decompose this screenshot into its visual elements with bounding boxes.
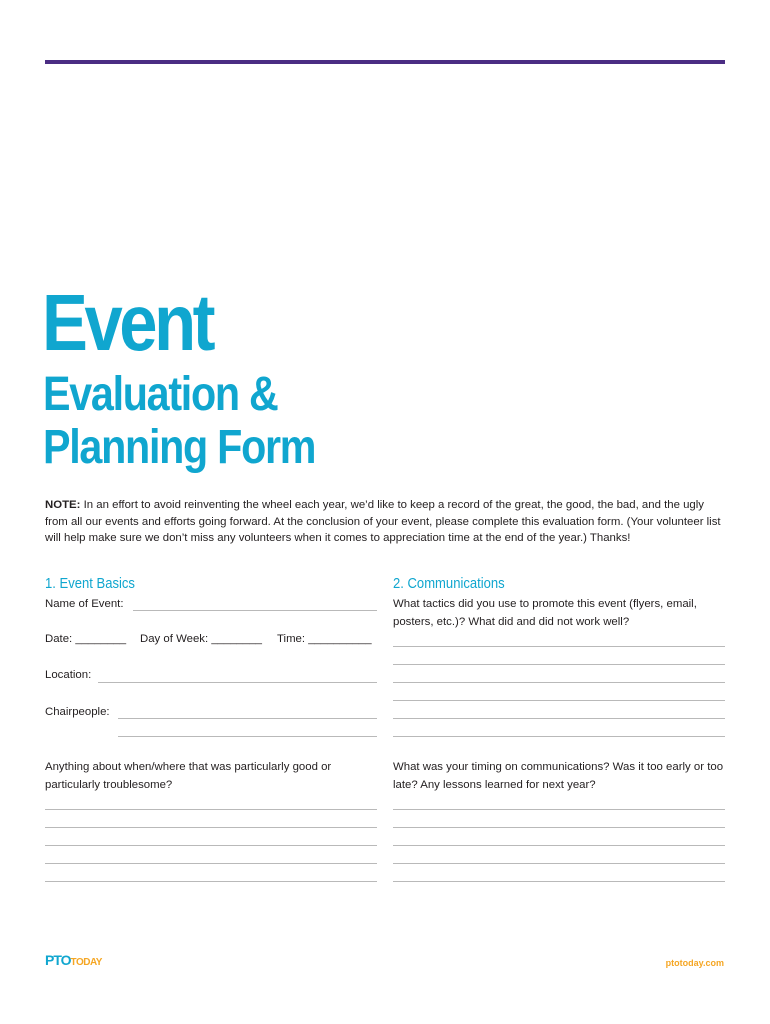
top-rule [45, 60, 725, 64]
note-label: NOTE: [45, 499, 81, 511]
answer-line[interactable] [393, 646, 725, 647]
time-field[interactable]: Time: __________ [277, 633, 372, 645]
location-label: Location: [45, 669, 92, 681]
chairpeople-field-2[interactable] [118, 736, 377, 737]
title-planning-form: Planning Form [43, 421, 316, 474]
answer-line[interactable] [45, 881, 377, 882]
answer-line[interactable] [393, 809, 725, 810]
date-field[interactable]: Date: ________ [45, 633, 127, 645]
logo-today: TODAY [70, 957, 102, 968]
note-paragraph [45, 497, 729, 547]
section-event-basics-heading: 1. Event Basics [45, 576, 135, 592]
answer-line[interactable] [393, 700, 725, 701]
answer-line[interactable] [45, 845, 377, 846]
location-field[interactable] [98, 682, 377, 683]
chairpeople-label: Chairpeople: [45, 706, 110, 718]
answer-line[interactable] [45, 827, 377, 828]
day-of-week-field[interactable]: Day of Week: ________ [140, 633, 263, 645]
answer-line[interactable] [45, 863, 377, 864]
answer-line[interactable] [393, 881, 725, 882]
answer-line[interactable] [393, 863, 725, 864]
chairpeople-field-1[interactable] [118, 718, 377, 719]
answer-line[interactable] [393, 718, 725, 719]
answer-line[interactable] [393, 736, 725, 737]
answer-line[interactable] [393, 845, 725, 846]
answer-line[interactable] [393, 664, 725, 665]
pto-today-logo [45, 952, 102, 968]
note-text: In an effort to avoid reinventing the wheel each year, we’d like to keep a record of the great, the good, the bad, and the ugly from all our events and efforts going forward. At the conclusion of your event, please complete this evaluation form. (Your volunteer list will help make sure we don’t miss any volunteers when it comes to appreciation time at the end of the year.) Thanks! [45, 499, 721, 544]
section-communications-heading: 2. Communications [393, 576, 505, 592]
site-url[interactable]: ptotoday.com [665, 958, 724, 968]
name-of-event-field[interactable] [133, 610, 377, 611]
answer-line[interactable] [393, 827, 725, 828]
timing-question: What was your timing on communications? Was it too early or too late? Any lessons learned for next year? [393, 761, 724, 791]
title-evaluation: Evaluation & [43, 368, 278, 421]
tactics-question: What tactics did you use to promote this event (flyers, email, posters, etc.)? What did and did not work well? [393, 598, 697, 628]
answer-line[interactable] [393, 682, 725, 683]
when-where-question: Anything about when/where that was particularly good or particularly troublesome? [45, 761, 332, 791]
answer-line[interactable] [45, 809, 377, 810]
title-event: Event [42, 278, 213, 367]
name-of-event-label: Name of Event: [45, 598, 124, 610]
logo-pto: PTO [45, 952, 71, 968]
